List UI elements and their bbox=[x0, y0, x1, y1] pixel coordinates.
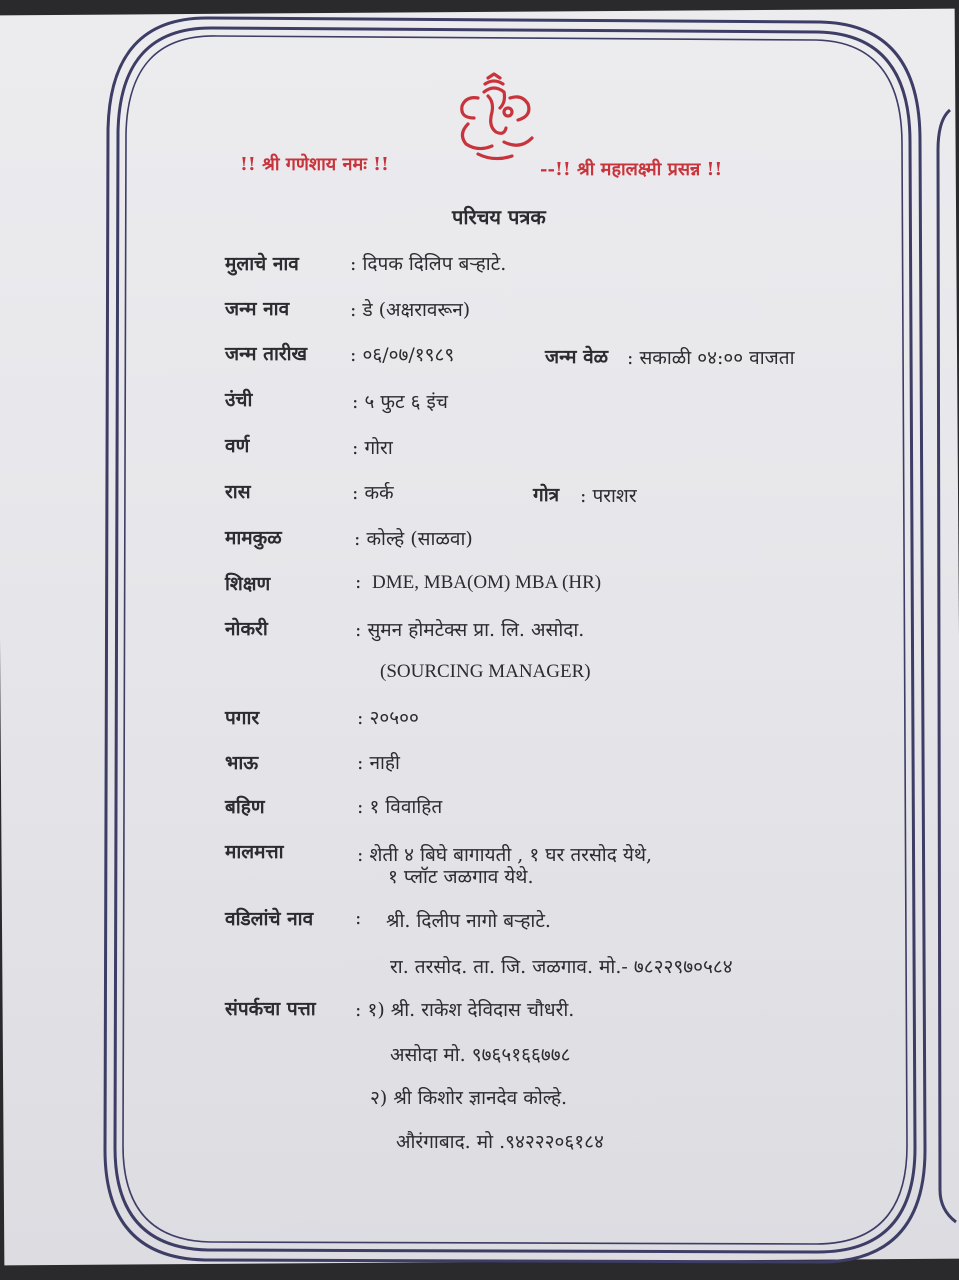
sister-value: : १ विवाहित bbox=[357, 796, 443, 818]
complexion-label: वर्ण bbox=[225, 435, 250, 457]
mamkul-value: : कोल्हे (साळवा) bbox=[354, 528, 473, 550]
property-value: : शेती ४ बिघे बागायती , १ घर तरसोद येथे, bbox=[357, 844, 653, 866]
janma-naav-value: : डे (अक्षरावरून) bbox=[350, 299, 471, 321]
gotra-label: गोत्र bbox=[533, 484, 560, 506]
page-title: परिचय पत्रक bbox=[452, 205, 546, 229]
father-colon: : bbox=[355, 907, 362, 929]
name-value: : दिपक दिलिप बऱ्हाटे. bbox=[350, 253, 507, 275]
height-label: उंची bbox=[225, 389, 253, 411]
sister-label: बहिण bbox=[225, 796, 265, 818]
job-value: : सुमन होमटेक्स प्रा. लि. असोदा. bbox=[355, 619, 585, 641]
salary-value: : २०५०० bbox=[357, 707, 419, 729]
contact-label: संपर्कचा पत्ता bbox=[225, 998, 316, 1020]
contact-value: : १) श्री. राकेश देविदास चौधरी. bbox=[355, 999, 575, 1021]
father-label: वडिलांचे नाव bbox=[225, 908, 314, 930]
education-colon: : bbox=[355, 571, 362, 593]
raas-label: रास bbox=[225, 481, 251, 503]
education-value: DME, MBA(OM) MBA (HR) bbox=[372, 572, 602, 593]
raas-value: : कर्क bbox=[352, 482, 394, 504]
janma-naav-label: जन्म नाव bbox=[225, 298, 290, 320]
ganesh-icon bbox=[448, 72, 540, 162]
job-label: नोकरी bbox=[225, 618, 268, 640]
property-value-2: १ प्लॉट जळगाव येथे. bbox=[388, 866, 534, 888]
contact-value-4: औरंगाबाद. मो .९४२२२०६१८४ bbox=[396, 1131, 604, 1153]
mamkul-label: मामकुळ bbox=[225, 527, 282, 549]
brother-label: भाऊ bbox=[225, 752, 259, 774]
gotra-value: : पराशर bbox=[580, 485, 637, 507]
property-label: मालमत्ता bbox=[225, 841, 284, 863]
dob-label: जन्म तारीख bbox=[225, 343, 308, 365]
salary-label: पगार bbox=[225, 707, 260, 729]
dob-value: : ०६/०७/१९८९ bbox=[350, 344, 455, 366]
birth-time-value: : सकाळी ०४:०० वाजता bbox=[627, 347, 795, 369]
left-blessing: !! श्री गणेशाय नमः !! bbox=[240, 154, 389, 175]
right-blessing: --!! श्री महालक्ष्मी प्रसन्न !! bbox=[540, 159, 723, 180]
father-value: श्री. दिलीप नागो बऱ्हाटे. bbox=[386, 910, 551, 932]
name-label: मुलाचे नाव bbox=[225, 253, 299, 275]
father-address: रा. तरसोद. ता. जि. जळगाव. मो.- ७८२२९७०५८४ bbox=[390, 956, 733, 978]
complexion-value: : गोरा bbox=[352, 437, 393, 459]
contact-value-3: २) श्री किशोर ज्ञानदेव कोल्हे. bbox=[370, 1087, 568, 1109]
brother-value: : नाही bbox=[357, 752, 400, 774]
education-label: शिक्षण bbox=[225, 573, 271, 595]
contact-value-2: असोदा मो. ९७६५१६६७७८ bbox=[390, 1044, 571, 1066]
height-value: : ५ फुट ६ इंच bbox=[352, 391, 448, 413]
job-designation: (SOURCING MANAGER) bbox=[380, 661, 591, 682]
birth-time-label: जन्म वेळ bbox=[545, 346, 609, 368]
